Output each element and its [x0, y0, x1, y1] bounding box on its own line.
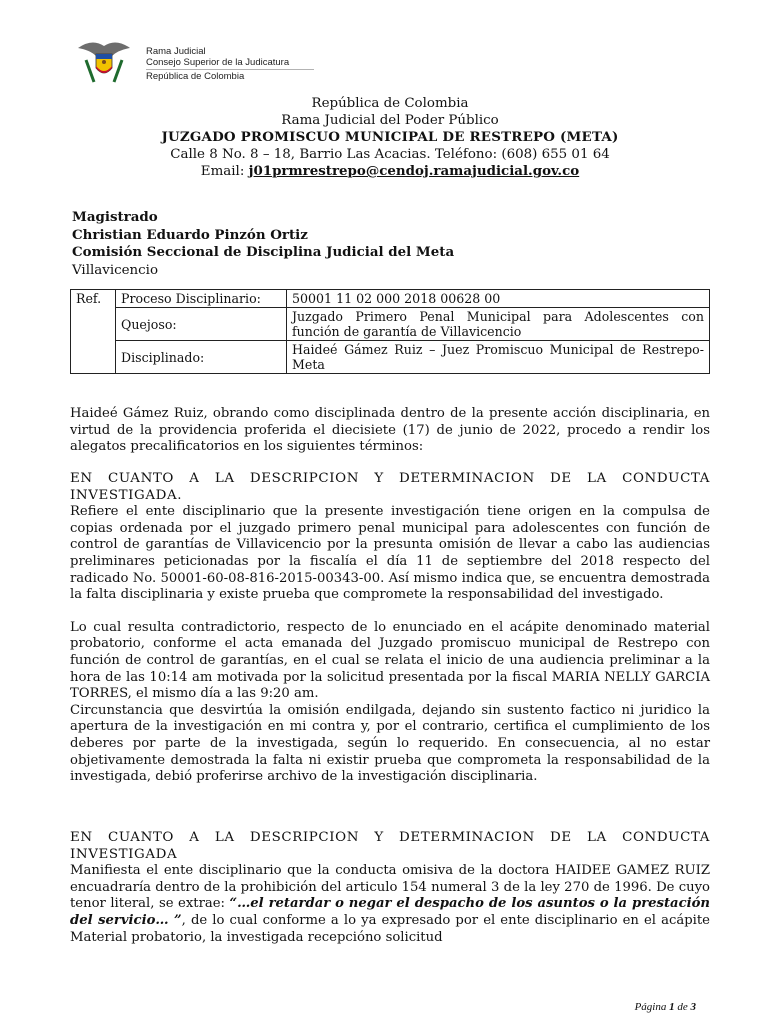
colombia-coat-of-arms-icon	[74, 38, 134, 86]
page-of-label: de	[674, 1001, 691, 1013]
document-header	[70, 95, 710, 180]
section-2-paragraph-1	[70, 863, 710, 946]
page-label: Página	[634, 1001, 670, 1013]
page-footer	[635, 1001, 696, 1013]
header-republica: República de Colombia	[311, 96, 469, 111]
header-email-line	[70, 163, 710, 180]
section-2	[70, 830, 710, 946]
table-row	[71, 290, 710, 308]
header-court-name: JUZGADO PROMISCUO MUNICIPAL DE RESTREPO (META)	[161, 129, 619, 145]
header-address: Calle 8 No. 8 – 18, Barrio Las Acacias. Teléfono: (608) 655 01 64	[170, 147, 610, 162]
section-1-paragraph-1: Refiere el ente disciplinario que la presente investigación tiene origen en la compulsa de copias ordenada por el juzgado primero penal municipal para adolescentes con función de control de garantías de Villavicencio por la presunta omisión de llevar a cabo las audiencias preliminares peticionadas por la fiscalía el día 11 de septiembre del 2018 respecto del radicado No. 50001-60-08-816-2015-00343-00. Así mismo indica que, se encuentra demostrada la falta disciplinaria y existe prueba que compromete la responsabilidad del investigado.	[70, 504, 710, 603]
section-1-paragraph-3: Circunstancia que desvirtúa la omisión endilgada, dejando sin sustento factico ni juridico la apertura de la investigación en mi contra y, por el contrario, certifica el cumplimiento de los deberes por parte de la investigada, según lo requerido. En consecuencia, al no estar objetivamente demostrada la falta ni existir prueba que comprometa la responsabilidad de la investigada, debió proferirse archivo de la investigación disciplinaria.	[70, 702, 710, 785]
row-label: Disciplinado:	[116, 341, 287, 374]
recipient-block	[72, 209, 454, 279]
email-label: Email:	[200, 164, 249, 179]
reference-table	[70, 289, 710, 374]
section-2-text-b: , de lo cual conforme a lo ya expresado por el ente disciplinario en el acápite Material probatorio, la investigada recepcióno solicitud	[70, 912, 710, 945]
row-label: Quejoso:	[116, 308, 287, 341]
table-row	[71, 308, 710, 341]
section-1-heading: EN CUANTO A LA DESCRIPCION Y DETERMINACION DE LA CONDUCTA INVESTIGADA.	[70, 471, 710, 503]
row-label: Proceso Disciplinario:	[116, 290, 287, 308]
logo-line-rama: Rama Judicial	[146, 46, 206, 57]
section-2-text-a: Manifiesta el ente disciplinario que la conducta omisiva de la doctora HAIDEE GAMEZ RUIZ encuadraría dentro de la prohibición del articulo 154 numeral 3 de la ley 270 de 1996. De cuyo tenor literal, se extrae:	[70, 863, 710, 912]
email-link[interactable]: j01prmrestrepo@cendoj.ramajudicial.gov.co	[248, 163, 580, 179]
section-2-heading: EN CUANTO A LA DESCRIPCION Y DETERMINACION DE LA CONDUCTA INVESTIGADA	[70, 830, 710, 862]
row-value: Haideé Gámez Ruiz – Juez Promiscuo Municipal de Restrepo- Meta	[287, 341, 710, 374]
recipient-title: Magistrado	[72, 209, 158, 225]
judiciary-logo	[74, 38, 314, 86]
intro-block	[70, 406, 710, 456]
table-row	[71, 341, 710, 374]
intro-paragraph: Haideé Gámez Ruiz, obrando como disciplinada dentro de la presente acción disciplinaria, en virtud de la providencia proferida el diecisiete (17) de junio de 2022, procedo a rendir los alegatos precalificatorios en los siguientes términos:	[70, 406, 710, 455]
row-value: Juzgado Primero Penal Municipal para Adolescentes con función de garantía de Villavicencio	[287, 308, 710, 341]
recipient-name: Christian Eduardo Pinzón Ortiz	[72, 226, 308, 243]
recipient-office: Comisión Seccional de Disciplina Judicial del Meta	[72, 244, 455, 260]
page-total: 3	[690, 1001, 696, 1013]
logo-line-consejo: Consejo Superior de la Judicatura	[146, 57, 290, 68]
section-1-paragraph-2: Lo cual resulta contradictorio, respecto de lo enunciado en el acápite denominado material probatorio, conforme el acta emanada del Juzgado promiscuo municipal de Restrepo con función de control de garantías, en el cual se relata el inicio de una audiencia preliminar a la hora de las 10:14 am motivada por la solicitud presentada por la fiscal MARIA NELLY GARCIA TORRES, el mismo día a las 9:20 am.	[70, 619, 710, 702]
header-rama: Rama Judicial del Poder Público	[281, 113, 499, 128]
section-2-quote: “…el retardar o negar el despacho de los asuntos o la prestación del servicio… ”	[70, 896, 711, 928]
ref-label-cell: Ref.	[71, 290, 116, 374]
section-1	[70, 471, 710, 786]
page-number: 1	[669, 1001, 675, 1013]
logo-line-republica: República de Colombia	[146, 71, 245, 82]
logo-divider	[146, 69, 314, 70]
row-value: 50001 11 02 000 2018 00628 00	[287, 290, 710, 308]
recipient-city: Villavicencio	[72, 262, 159, 278]
